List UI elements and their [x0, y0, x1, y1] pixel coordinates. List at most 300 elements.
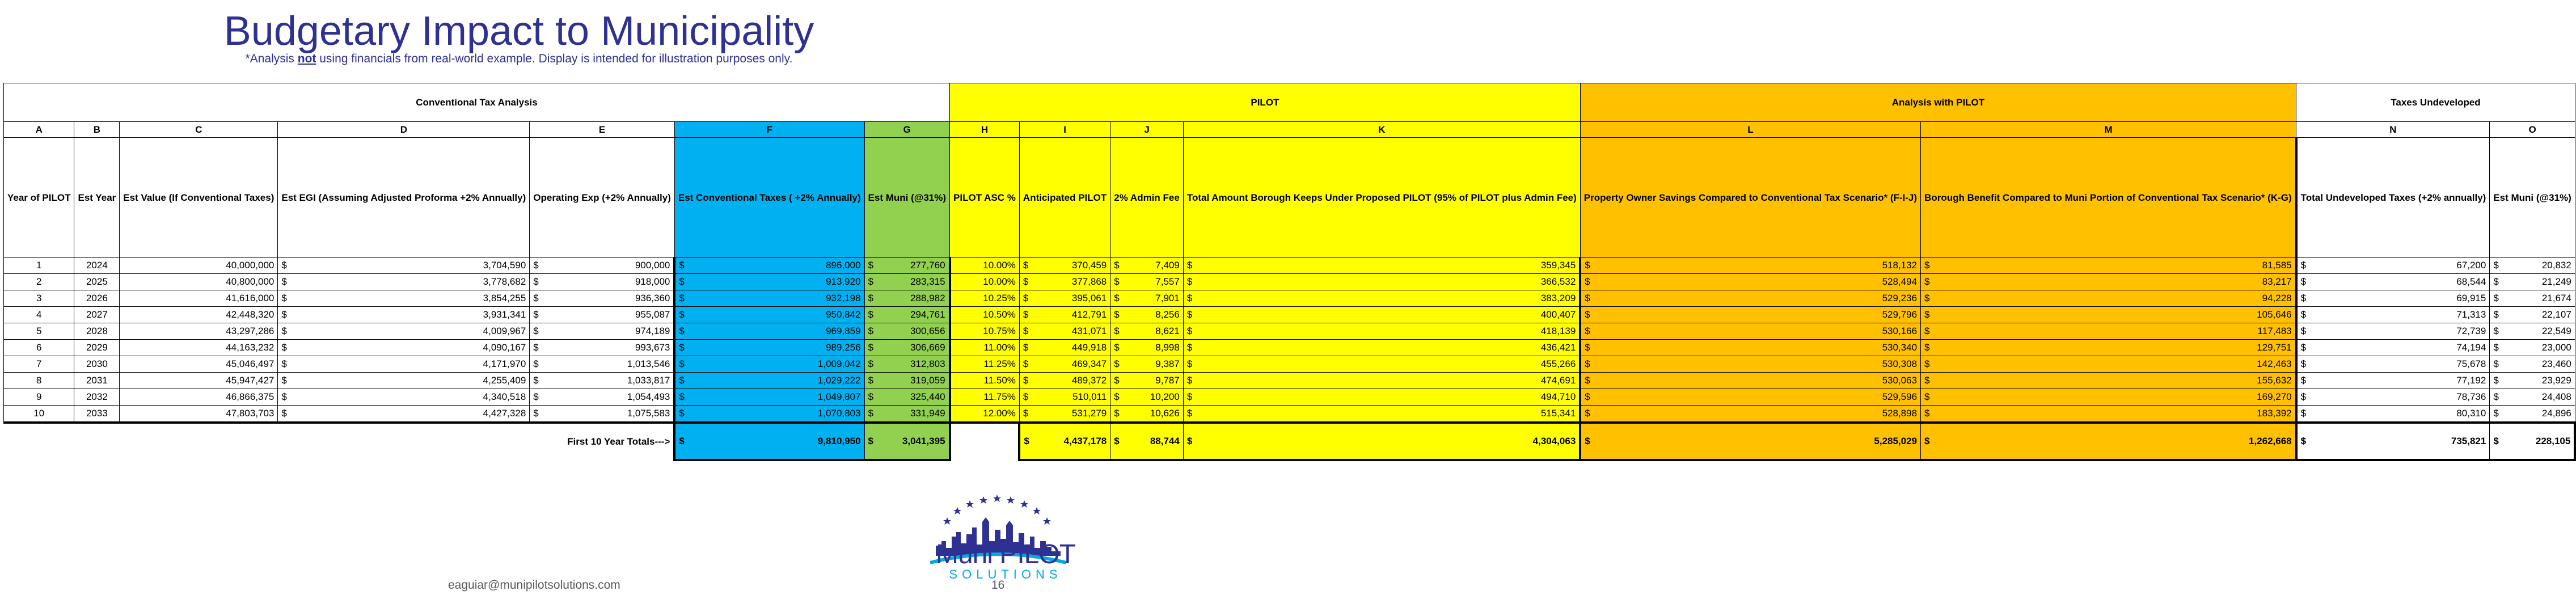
currency-value [1924, 436, 2292, 447]
cell-value: 8,621 [1155, 326, 1180, 336]
table-cell [1183, 389, 1580, 406]
currency-value [533, 293, 670, 304]
star-icon [1033, 507, 1041, 514]
currency-value [679, 342, 860, 353]
table-cell [674, 406, 864, 423]
table-row [4, 323, 2575, 340]
currency-value [2493, 276, 2571, 288]
cell-value: 283,315 [910, 276, 945, 287]
currency-value [1114, 408, 1180, 419]
currency-symbol: $ [2493, 293, 2499, 303]
table-cell [530, 290, 675, 307]
column-letter: A [4, 122, 74, 138]
currency-value [868, 293, 945, 304]
currency-symbol: $ [868, 408, 874, 419]
currency-symbol: $ [1114, 358, 1120, 369]
currency-symbol: $ [1114, 293, 1120, 303]
currency-symbol: $ [2300, 436, 2307, 446]
cell-value: 412,791 [1071, 309, 1107, 320]
table-cell: 2033 [74, 406, 120, 423]
cell-value: 74,194 [2456, 342, 2486, 353]
currency-value [1023, 375, 1107, 386]
table-cell: 10.00% [950, 258, 1020, 274]
cell-value: 183,392 [2257, 408, 2292, 419]
star-icon [1007, 496, 1015, 504]
currency-symbol: $ [2300, 375, 2307, 386]
totals-label: First 10 Year Totals---> [4, 423, 675, 460]
cell-value: 1,009,042 [817, 358, 861, 369]
table-cell [1110, 258, 1184, 274]
cell-value: 529,236 [1882, 293, 1918, 303]
column-letter: D [278, 122, 530, 138]
currency-symbol: $ [281, 309, 287, 320]
star-icon [993, 495, 1001, 502]
currency-value [868, 391, 945, 403]
cell-value: 23,929 [2541, 375, 2571, 386]
currency-value [281, 408, 526, 419]
cell-value: 8,998 [1155, 342, 1180, 353]
cell-value: 530,308 [1882, 358, 1918, 369]
table-cell [530, 307, 675, 323]
table-cell [1183, 323, 1580, 340]
currency-value [1585, 391, 1917, 403]
column-letter: L [1580, 122, 1920, 138]
currency-value [1924, 293, 2292, 304]
logo-name: Muni PILOT [935, 539, 1076, 569]
currency-value [1187, 326, 1576, 337]
table-cell [1019, 274, 1110, 290]
currency-value [2301, 391, 2486, 403]
currency-value [868, 276, 945, 288]
table-cell [1183, 340, 1580, 356]
cell-value: 294,761 [910, 309, 945, 320]
table-cell [1921, 258, 2296, 274]
currency-value [1023, 358, 1107, 370]
table-cell [2490, 323, 2575, 340]
table-row [4, 389, 2575, 406]
cell-value: 1,013,546 [627, 358, 670, 369]
currency-symbol: $ [868, 342, 874, 353]
table-cell [530, 373, 675, 389]
cell-value: 117,483 [2257, 326, 2292, 336]
table-cell [1183, 356, 1580, 373]
column-header: Est Muni (@31%) [864, 138, 949, 258]
table-cell [2490, 307, 2575, 323]
currency-symbol: $ [1114, 326, 1120, 336]
cell-value: 155,632 [2257, 375, 2292, 386]
currency-value [1924, 342, 2292, 353]
column-letter: O [2490, 122, 2575, 138]
table-cell [864, 323, 949, 340]
currency-symbol: $ [679, 309, 685, 320]
table-cell: 5 [4, 323, 74, 340]
currency-value [1114, 260, 1180, 271]
currency-value [1023, 260, 1107, 271]
table-cell [278, 290, 530, 307]
table-row [4, 274, 2575, 290]
table-cell [1019, 290, 1110, 307]
table-cell [2490, 373, 2575, 389]
currency-symbol: $ [281, 408, 287, 419]
currency-symbol: $ [1585, 293, 1590, 303]
currency-value [533, 260, 670, 271]
cell-value: 4,437,178 [1063, 436, 1107, 446]
currency-value [1585, 309, 1917, 320]
cell-value: 7,901 [1155, 293, 1180, 303]
currency-value [2493, 260, 2571, 271]
currency-value [2301, 375, 2486, 386]
currency-symbol: $ [679, 436, 685, 446]
currency-value [1187, 293, 1576, 304]
currency-value [868, 260, 945, 271]
column-letter: B [74, 122, 120, 138]
currency-value [679, 293, 860, 304]
currency-value [1924, 309, 2292, 320]
currency-symbol: $ [1924, 293, 1930, 303]
currency-symbol: $ [868, 326, 874, 336]
logo-tagline: SOLUTIONS [949, 567, 1062, 581]
currency-symbol: $ [281, 293, 287, 303]
table-cell: 45,947,427 [120, 373, 278, 389]
table-cell: 2029 [74, 340, 120, 356]
table-cell [864, 373, 949, 389]
currency-value [679, 408, 860, 419]
table-cell [1183, 307, 1580, 323]
currency-symbol: $ [533, 358, 539, 369]
table-cell [1921, 307, 2296, 323]
currency-symbol: $ [533, 276, 539, 287]
cell-value: 974,189 [635, 326, 670, 336]
table-cell [1921, 389, 2296, 406]
cell-value: 80,310 [2456, 408, 2486, 419]
table-cell [1580, 323, 1920, 340]
currency-value [2493, 309, 2571, 320]
table-cell [1921, 323, 2296, 340]
currency-symbol: $ [868, 309, 874, 320]
currency-value [1924, 375, 2292, 386]
currency-value [1585, 375, 1917, 386]
currency-symbol: $ [1585, 436, 1590, 446]
table-cell [864, 406, 949, 423]
currency-value [1187, 358, 1576, 370]
currency-value [533, 358, 670, 370]
currency-value [281, 309, 526, 320]
currency-value [533, 391, 670, 403]
table-cell [1183, 406, 1580, 423]
group-conventional: Conventional Tax Analysis [4, 83, 950, 122]
table-cell [1019, 323, 1110, 340]
table-cell [278, 373, 530, 389]
totals-cell-j [1110, 423, 1184, 460]
page-subtitle [0, 52, 1038, 66]
cell-value: 528,898 [1882, 408, 1918, 419]
currency-value [533, 342, 670, 353]
cell-value: 3,931,341 [483, 309, 526, 320]
currency-symbol: $ [1024, 436, 1029, 446]
currency-symbol: $ [1114, 436, 1120, 446]
star-icon [1043, 517, 1051, 525]
currency-symbol: $ [1924, 436, 1930, 446]
cell-value: 449,918 [1071, 342, 1107, 353]
currency-value [2301, 276, 2486, 288]
table-cell [2490, 258, 2575, 274]
table-cell: 10.50% [950, 307, 1020, 323]
currency-value [679, 391, 860, 403]
column-letter: C [120, 122, 278, 138]
column-letter: M [1921, 122, 2296, 138]
table-cell [278, 258, 530, 274]
currency-value [679, 326, 860, 337]
currency-value [2301, 342, 2486, 353]
currency-symbol: $ [1023, 260, 1029, 271]
totals-cell-l [1580, 423, 1920, 460]
currency-value [2301, 436, 2486, 447]
cell-value: 331,949 [910, 408, 945, 419]
table-cell [2490, 389, 2575, 406]
table-cell [674, 274, 864, 290]
table-row [4, 258, 2575, 274]
cell-value: 969,859 [826, 326, 861, 336]
group-undeveloped: Taxes Undeveloped [2296, 83, 2575, 122]
column-header: Est Year [74, 138, 120, 258]
currency-value [1585, 342, 1917, 353]
currency-value [1114, 342, 1180, 353]
currency-value [281, 342, 526, 353]
currency-value [281, 276, 526, 288]
currency-value [1114, 391, 1180, 403]
table-cell [278, 356, 530, 373]
currency-value [1023, 391, 1107, 403]
cell-value: 4,255,409 [483, 375, 526, 386]
table-cell [278, 389, 530, 406]
cell-value: 518,132 [1882, 260, 1918, 271]
table-cell [674, 290, 864, 307]
table-cell [530, 389, 675, 406]
table-cell [864, 356, 949, 373]
cell-value: 72,739 [2456, 326, 2486, 336]
currency-value [2493, 375, 2571, 386]
cell-value: 9,387 [1155, 358, 1180, 369]
table-cell [1580, 389, 1920, 406]
table-cell [1110, 340, 1184, 356]
cell-value: 306,669 [910, 342, 945, 353]
cell-value: 325,440 [910, 391, 945, 402]
currency-symbol: $ [1114, 408, 1120, 419]
cell-value: 10,626 [1150, 408, 1180, 419]
cell-value: 81,585 [2262, 260, 2292, 271]
table-row [4, 373, 2575, 389]
currency-symbol: $ [2300, 276, 2307, 287]
currency-symbol: $ [868, 436, 874, 446]
totals-cell-m [1921, 423, 2296, 460]
currency-value [679, 260, 860, 271]
table-cell [2490, 274, 2575, 290]
table-cell [1110, 389, 1184, 406]
currency-value [533, 309, 670, 320]
table-cell: 2 [4, 274, 74, 290]
table-cell [530, 258, 675, 274]
table-cell [1183, 290, 1580, 307]
cell-value: 88,744 [1150, 436, 1180, 446]
cell-value: 24,896 [2541, 408, 2571, 419]
currency-symbol: $ [1585, 309, 1590, 320]
table-cell: 10.00% [950, 274, 1020, 290]
table-cell: 9 [4, 389, 74, 406]
cell-value: 359,345 [1540, 260, 1576, 271]
currency-symbol: $ [1114, 375, 1120, 386]
currency-symbol: $ [868, 260, 874, 271]
currency-value [1114, 293, 1180, 304]
currency-symbol: $ [868, 293, 874, 303]
currency-symbol: $ [1186, 342, 1193, 353]
table-cell [1580, 307, 1920, 323]
cell-value: 68,544 [2456, 276, 2486, 287]
currency-value [1187, 342, 1576, 353]
table-cell [2296, 406, 2490, 423]
table-cell: 47,803,703 [120, 406, 278, 423]
table-cell: 10.75% [950, 323, 1020, 340]
currency-symbol: $ [868, 391, 874, 402]
column-letter: J [1110, 122, 1184, 138]
table-cell [864, 274, 949, 290]
table-cell [674, 356, 864, 373]
cell-value: 23,460 [2541, 358, 2571, 369]
cell-value: 312,803 [910, 358, 945, 369]
currency-value [1114, 326, 1180, 337]
table-cell [864, 258, 949, 274]
currency-value [1023, 293, 1107, 304]
cell-value: 530,340 [1882, 342, 1918, 353]
currency-value [679, 309, 860, 320]
table-cell [1580, 356, 1920, 373]
cell-value: 319,059 [910, 375, 945, 386]
currency-symbol: $ [1924, 260, 1930, 271]
currency-value [1023, 326, 1107, 337]
currency-symbol: $ [1924, 358, 1930, 369]
table-cell [674, 323, 864, 340]
cell-value: 8,256 [1155, 309, 1180, 320]
cell-value: 67,200 [2456, 260, 2486, 271]
table-cell [278, 274, 530, 290]
star-icon [1020, 500, 1028, 508]
table-cell [1580, 406, 1920, 423]
currency-value [1187, 309, 1576, 320]
currency-symbol: $ [2493, 326, 2499, 336]
cell-value: 510,011 [1072, 391, 1107, 402]
currency-symbol: $ [2493, 391, 2499, 402]
cell-value: 75,678 [2456, 358, 2486, 369]
currency-symbol: $ [868, 276, 874, 287]
currency-value [1114, 358, 1180, 370]
currency-symbol: $ [2300, 309, 2307, 320]
totals-cell-g [864, 423, 949, 460]
table-cell: 3 [4, 290, 74, 307]
currency-value [1023, 276, 1107, 288]
currency-symbol: $ [281, 375, 287, 386]
cell-value: 494,710 [1540, 391, 1576, 402]
table-cell: 43,297,286 [120, 323, 278, 340]
currency-symbol: $ [1114, 391, 1120, 402]
cell-value: 529,596 [1882, 391, 1918, 402]
currency-value [2493, 293, 2571, 304]
table-cell [1019, 389, 1110, 406]
currency-symbol: $ [2300, 408, 2307, 419]
cell-value: 142,463 [2257, 358, 2292, 369]
currency-symbol: $ [1924, 276, 1930, 287]
currency-symbol: $ [1585, 260, 1590, 271]
currency-symbol: $ [1585, 276, 1590, 287]
table-cell [2296, 258, 2490, 274]
table-cell: 45,046,497 [120, 356, 278, 373]
currency-symbol: $ [1186, 375, 1193, 386]
currency-value [1585, 408, 1917, 419]
table-cell [1921, 274, 2296, 290]
currency-value [1024, 436, 1107, 447]
cell-value: 528,494 [1882, 276, 1918, 287]
column-letter: G [864, 122, 949, 138]
table-cell [674, 389, 864, 406]
table-cell: 2026 [74, 290, 120, 307]
currency-value [2301, 326, 2486, 337]
cell-value: 4,090,167 [483, 342, 526, 353]
currency-value [868, 375, 945, 386]
totals-row [4, 423, 2575, 460]
currency-symbol: $ [679, 408, 685, 419]
table-row [4, 356, 2575, 373]
cell-value: 7,409 [1155, 260, 1180, 271]
table-cell: 11.75% [950, 389, 1020, 406]
currency-symbol: $ [868, 375, 874, 386]
totals-cell-k [1183, 423, 1580, 460]
table-cell [1580, 274, 1920, 290]
cell-value: 77,192 [2456, 375, 2486, 386]
star-icon [979, 496, 987, 504]
table-cell [2296, 274, 2490, 290]
table-cell [1183, 258, 1580, 274]
column-letter-row [4, 122, 2575, 138]
currency-symbol: $ [1924, 309, 1930, 320]
cell-value: 1,054,493 [627, 391, 670, 402]
currency-symbol: $ [2493, 408, 2499, 419]
currency-value [281, 326, 526, 337]
currency-symbol: $ [533, 408, 539, 419]
table-cell [2296, 290, 2490, 307]
table-cell [278, 340, 530, 356]
currency-symbol: $ [281, 342, 287, 353]
currency-value [1114, 375, 1180, 386]
currency-symbol: $ [281, 326, 287, 336]
cell-value: 1,075,583 [627, 408, 670, 419]
column-header: PILOT ASC % [950, 138, 1020, 258]
table-row [4, 290, 2575, 307]
table-cell [2490, 356, 2575, 373]
currency-symbol: $ [1585, 358, 1590, 369]
table-cell [2490, 406, 2575, 423]
cell-value: 3,704,590 [483, 260, 526, 271]
cell-value: 300,656 [910, 326, 945, 336]
currency-value [1114, 436, 1180, 447]
subtitle-emphasis: not [297, 52, 316, 65]
cell-value: 228,105 [2535, 436, 2571, 446]
currency-symbol: $ [1924, 408, 1930, 419]
currency-symbol: $ [1186, 309, 1193, 320]
totals-gap [950, 423, 1020, 460]
cell-value: 469,347 [1071, 358, 1107, 369]
subtitle-post: using financials from real-world example. Display is intended for illustration purposes only. [316, 52, 793, 65]
currency-symbol: $ [1924, 342, 1930, 353]
currency-value [679, 375, 860, 386]
currency-value [2301, 309, 2486, 320]
